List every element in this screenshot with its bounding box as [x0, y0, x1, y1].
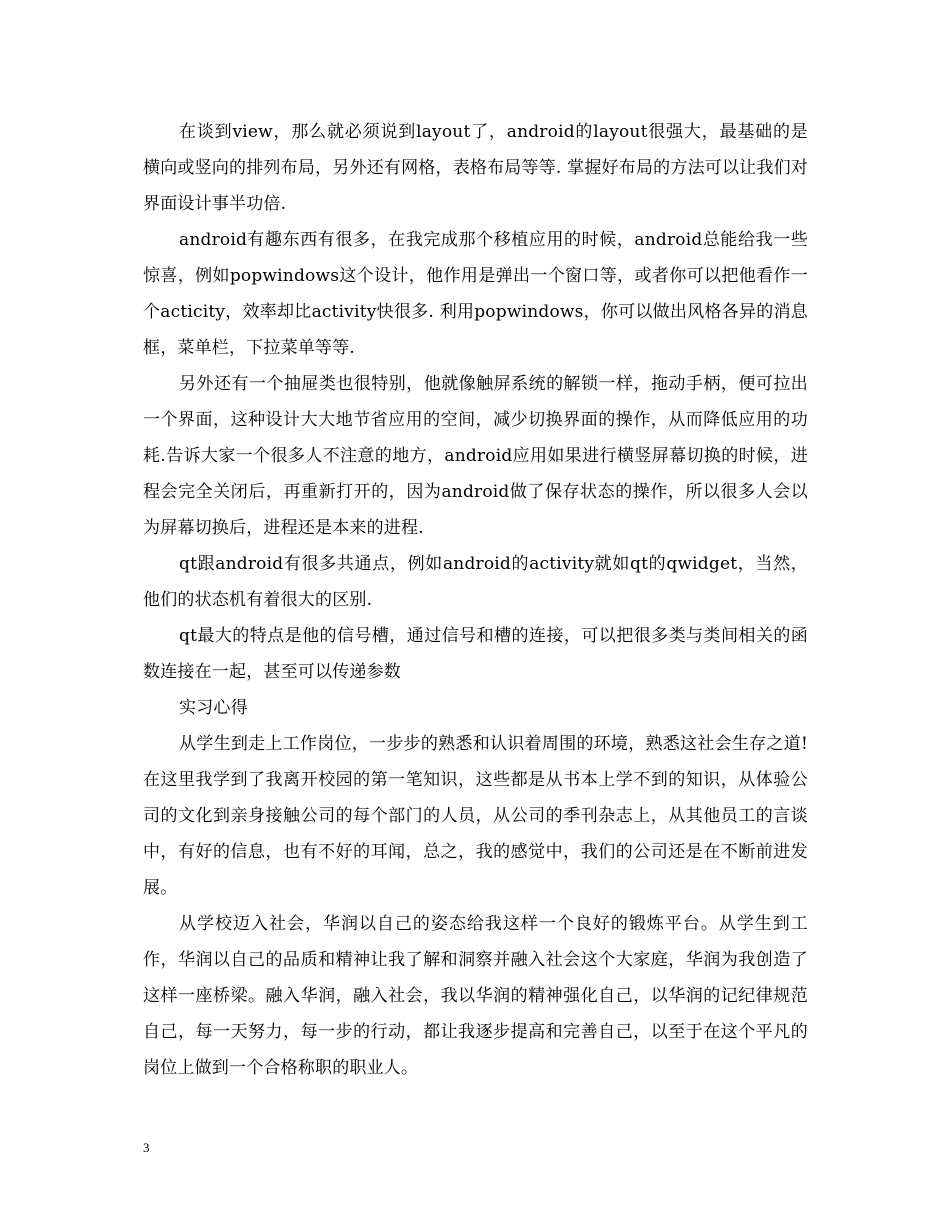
paragraph-qt-signals: qt最大的特点是他的信号槽，通过信号和槽的连接，可以把很多类与类间相关的函数连接在一起，甚至可以传递参数: [143, 626, 808, 682]
paragraph-popwindows: android有趣东西有很多，在我完成那个移植应用的时候，android总能给我一些惊喜，例如popwindows这个设计，他作用是弹出一个窗口等，或者你可以把他看作一个acticity，效率却比activity快很多. 利用popwindows，你可以做出风格各异的消息框，菜单栏，下拉菜单等等.: [143, 230, 808, 358]
paragraph-internship-2: 从学校迈入社会，华润以自己的姿态给我这样一个良好的锻炼平台。从学生到工作，华润以自己的品质和精神让我了解和洞察并融入社会这个大家庭，华润为我创造了这样一座桥梁。融入华润，融入社会，我以华润的精神强化自己，以华润的记纪律规范自己，每一天努力，每一步的行动，都让我逐步提高和完善自己，以至于在这个平凡的岗位上做到一个合格称职的职业人。: [143, 914, 808, 1078]
document-body: [143, 114, 808, 1086]
page-number: 3: [143, 1140, 150, 1155]
paragraph-internship-1: 从学生到走上工作岗位，一步步的熟悉和认识着周围的环境，熟悉这社会生存之道!在这里我学到了我离开校园的第一笔知识，这些都是从书本上学不到的知识，从体验公司的文化到亲身接触公司的每个部门的人员，从公司的季刊杂志上，从其他员工的言谈中，有好的信息，也有不好的耳闻，总之，我的感觉中，我们的公司还是在不断前进发展。: [143, 734, 808, 898]
paragraph-drawer: 另外还有一个抽屉类也很特别，他就像触屏系统的解锁一样，拖动手柄，便可拉出一个界面，这种设计大大地节省应用的空间，减少切换界面的操作，从而降低应用的功耗.告诉大家一个很多人不注意的地方，android应用如果进行横竖屏幕切换的时候，进程会完全关闭后，再重新打开的，因为android做了保存状态的操作，所以很多人会以为屏幕切换后，进程还是本来的进程.: [143, 374, 808, 538]
paragraph-qt-android: qt跟android有很多共通点，例如android的activity就如qt的qwidget，当然，他们的状态机有着很大的区别.: [143, 554, 808, 610]
section-heading: 实习心得: [179, 698, 248, 718]
paragraph-layout: 在谈到view，那么就必须说到layout了，android的layout很强大，最基础的是横向或竖向的排列布局，另外还有网格，表格布局等等. 掌握好布局的方法可以让我们对界面设计事半功倍.: [143, 122, 808, 214]
